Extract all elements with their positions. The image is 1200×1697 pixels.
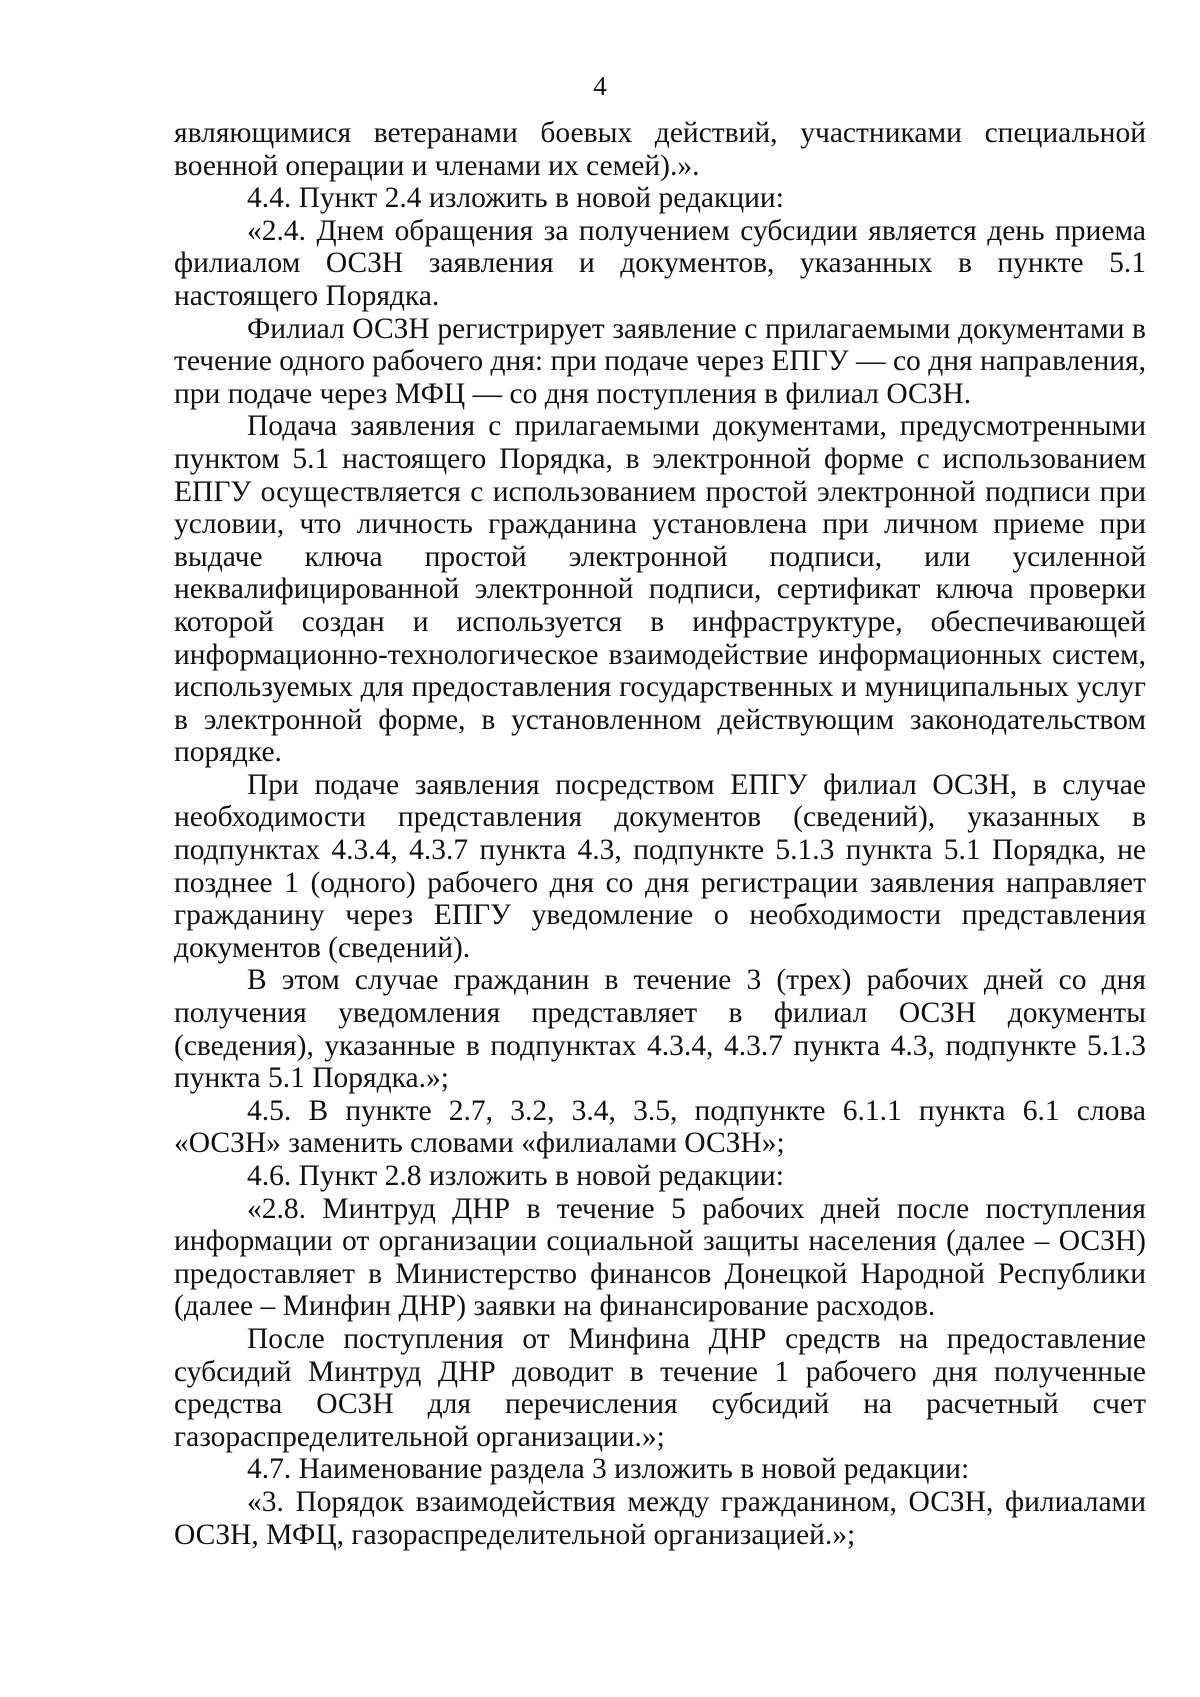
- page-number: 4: [593, 71, 607, 101]
- paragraph-quote-2-4: «2.4. Днем обращения за получением субсидии является день приема филиалом ОСЗН заявления и документов, указанных в пункте 5.1 настоящего Порядка.: [174, 214, 1146, 312]
- paragraph-item-4-5: 4.5. В пункте 2.7, 3.2, 3.4, 3.5, подпункте 6.1.1 пункта 6.1 слова «ОСЗН» заменить словами «филиалами ОСЗН»;: [174, 1094, 1146, 1160]
- paragraph-quote-2-8: «2.8. Минтруд ДНР в течение 5 рабочих дней после поступления информации от организации социальной защиты населения (далее – ОСЗН) предоставляет в Министерство финансов Донецкой Народной Республики (далее – Минфин ДНР) заявки на финансирование расходов.: [174, 1192, 1146, 1323]
- paragraph-item-4-7: 4.7. Наименование раздела 3 изложить в новой редакции:: [247, 1453, 970, 1486]
- paragraph-electronic-submission: Подача заявления с прилагаемыми документами, предусмотренными пунктом 5.1 настоящего Порядка, в электронной форме с использованием ЕПГУ осуществляется с использованием простой электронной подписи при условии, что личность гражданина установлена при личном приеме при выдаче ключа простой электронной подписи, или усиленной неквалифицированной электронной подписи, сертификат ключа проверки которой создан и используется в инфраструктуре, обеспечивающей информационно-технологическое взаимодействие информационных систем, используемых для предоставления государственных и муниципальных услуг в электронной форме, в установленном действующим законодательством порядке.: [174, 410, 1146, 769]
- paragraph-item-4-6: 4.6. Пункт 2.8 изложить в новой редакции:: [247, 1160, 784, 1192]
- paragraph-quote-section-3: «3. Порядок взаимодействия между гражданином, ОСЗН, филиалами ОСЗН, МФЦ, газораспределительной организацией.»;: [174, 1485, 1146, 1551]
- paragraph-registration: Филиал ОСЗН регистрирует заявление с прилагаемыми документами в течение одного рабочего дня: при подаче через ЕПГУ — со дня направления, при подаче через МФЦ — со дня поступления в филиал ОСЗН.: [174, 312, 1146, 410]
- paragraph-funds-transfer: После поступления от Минфина ДНР средств на предоставление субсидий Минтруд ДНР доводит в течение 1 рабочего дня полученные средства ОСЗН для перечисления субсидий на расчетный счет газораспределительной организации.»;: [174, 1322, 1146, 1453]
- paragraph-three-days: В этом случае гражданин в течение 3 (трех) рабочих дней со дня получения уведомления представляет в филиал ОСЗН документы (сведения), указанные в подпунктах 4.3.4, 4.3.7 пункта 4.3, подпункте 5.1.3 пункта 5.1 Порядка.»;: [174, 964, 1146, 1095]
- paragraph-epgu-notification: При подаче заявления посредством ЕПГУ филиал ОСЗН, в случае необходимости представления документов (сведений), указанных в подпунктах 4.3.4, 4.3.7 пункта 4.3, подпункте 5.1.3 пункта 5.1 Порядка, не позднее 1 (одного) рабочего дня со дня регистрации заявления направляет гражданину через ЕПГУ уведомление о необходимости представления документов (сведений).: [174, 768, 1146, 964]
- document-body: [174, 117, 1146, 1551]
- paragraph-item-4-4: 4.4. Пункт 2.4 изложить в новой редакции:: [247, 182, 784, 215]
- paragraph-continuation: являющимися ветеранами боевых действий, участниками специальной военной операции и членами их семей).».: [174, 117, 1146, 182]
